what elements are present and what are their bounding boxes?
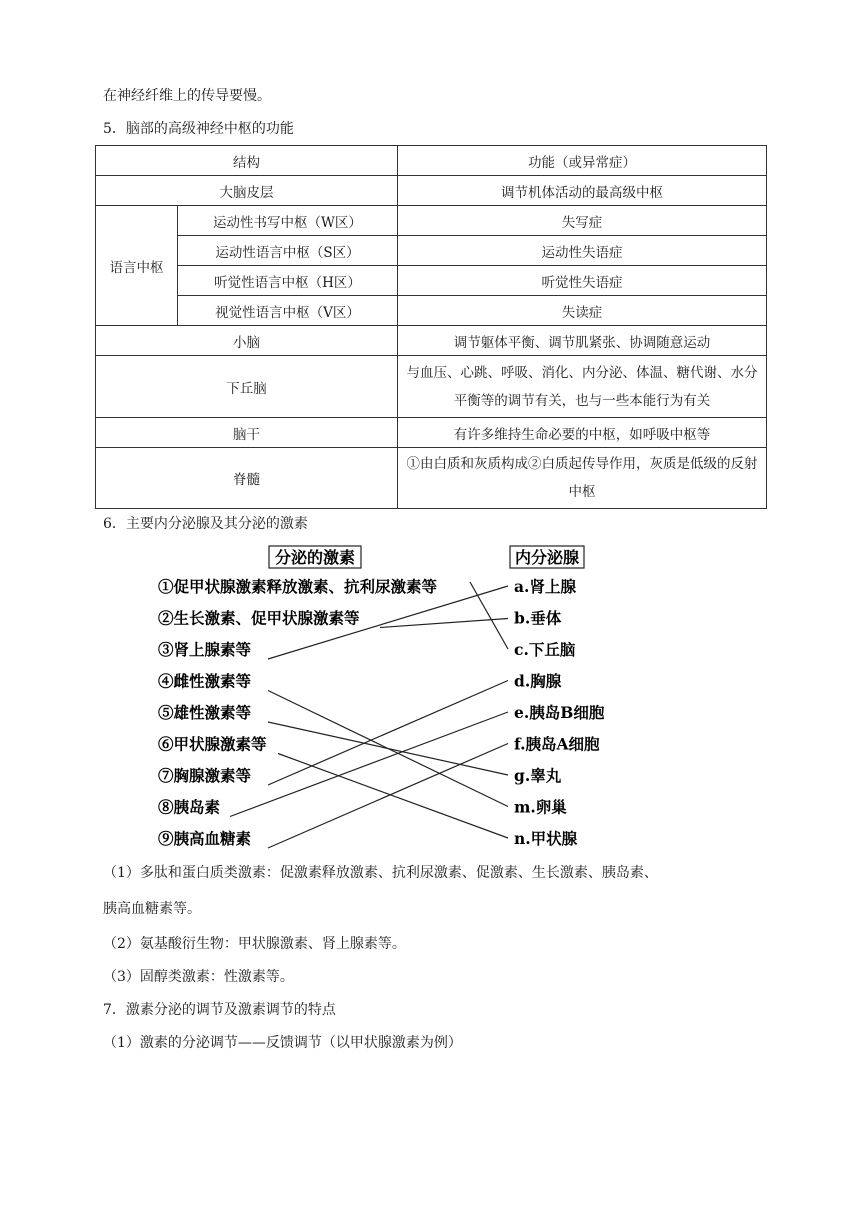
cell-brainstem-fn: 有许多维持生命必要的中枢，如呼吸中枢等 — [398, 418, 767, 448]
cell-v-area: 视觉性语言中枢（V区） — [178, 296, 398, 326]
gland-label: d.胸腺 — [514, 671, 562, 691]
cell-w-area-fn: 失写症 — [398, 206, 767, 236]
gland-label: e.胰岛B细胞 — [514, 703, 605, 722]
note-1: （1）多肽和蛋白质类激素：促激素释放激素、抗利尿激素、促激素、生长激素、胰岛素、 — [103, 865, 658, 881]
left-header: 分泌的激素 — [274, 548, 356, 567]
table-head-function: 功能（或异常症） — [398, 146, 767, 176]
hormone-label: ③肾上腺素等 — [158, 640, 252, 659]
connector-line — [268, 744, 508, 849]
cell-cortex: 大脑皮层 — [96, 176, 398, 206]
connector-line — [380, 619, 508, 628]
table-head-structure: 结构 — [96, 146, 398, 176]
right-header: 内分泌腺 — [514, 548, 580, 567]
hormone-label: ⑨胰高血糖素 — [158, 829, 252, 848]
section5-heading: 5．脑部的高级神经中枢的功能 — [103, 121, 294, 137]
hormone-label: ①促甲状腺激素释放激素、抗利尿激素等 — [158, 577, 438, 596]
hormone-label: ⑥甲状腺激素等 — [158, 734, 267, 754]
hormone-label: ⑦胸腺激素等 — [158, 766, 252, 785]
gland-label: a.肾上腺 — [514, 577, 576, 596]
cell-w-area: 运动性书写中枢（W区） — [178, 206, 398, 236]
cell-cerebellum-fn: 调节躯体平衡、调节肌紧张、协调随意运动 — [398, 326, 767, 356]
intro-line: 在神经纤维上的传导要慢。 — [103, 88, 271, 104]
gland-label: b.垂体 — [514, 608, 562, 628]
cell-s-area: 运动性语言中枢（S区） — [178, 236, 398, 266]
gland-label: n.甲状腺 — [514, 829, 578, 848]
note-2: （2）氨基酸衍生物：甲状腺激素、肾上腺素等。 — [103, 936, 406, 952]
connector-line — [268, 681, 508, 786]
cell-language-center: 语言中枢 — [96, 206, 178, 326]
hormone-label: ②生长激素、促甲状腺激素等 — [158, 608, 360, 628]
hormone-gland-diagram — [0, 540, 860, 860]
gland-label: c.下丘脑 — [514, 640, 576, 659]
gland-label: f.胰岛A细胞 — [514, 734, 600, 754]
cell-spinal-fn: ①由白质和灰质构成②白质起传导作用，灰质是低级的反射中枢 — [398, 448, 767, 509]
note-3: （3）固醇类激素：性激素等。 — [103, 969, 294, 985]
connector-line — [230, 712, 508, 817]
cell-h-area-fn: 听觉性失语症 — [398, 266, 767, 296]
cell-v-area-fn: 失读症 — [398, 296, 767, 326]
gland-label: m.卵巢 — [514, 797, 567, 817]
cell-h-area: 听觉性语言中枢（H区） — [178, 266, 398, 296]
hormone-label: ④雌性激素等 — [158, 671, 252, 691]
cell-hypothalamus-fn: 与血压、心跳、呼吸、消化、内分泌、体温、糖代谢、水分平衡等的调节有关，也与一些本能行为有关 — [398, 356, 767, 418]
cell-s-area-fn: 运动性失语症 — [398, 236, 767, 266]
hormone-label: ⑧胰岛素 — [158, 797, 221, 817]
cell-cortex-fn: 调节机体活动的最高级中枢 — [398, 176, 767, 206]
gland-label: g.睾丸 — [514, 766, 562, 785]
section7-heading: 7．激素分泌的调节及激素调节的特点 — [103, 1002, 336, 1018]
cell-hypothalamus: 下丘脑 — [96, 356, 398, 418]
section7-sub1: （1）激素的分泌调节——反馈调节（以甲状腺激素为例） — [103, 1035, 462, 1051]
connector-line — [268, 722, 508, 775]
cell-brainstem: 脑干 — [96, 418, 398, 448]
cell-cerebellum: 小脑 — [96, 326, 398, 356]
section6-heading: 6．主要内分泌腺及其分泌的激素 — [103, 516, 308, 532]
hormone-label: ⑤雄性激素等 — [158, 703, 252, 722]
note-1-cont: 胰高血糖素等。 — [103, 901, 201, 917]
brain-centers-table — [95, 145, 767, 509]
cell-spinal: 脊髓 — [96, 448, 398, 509]
